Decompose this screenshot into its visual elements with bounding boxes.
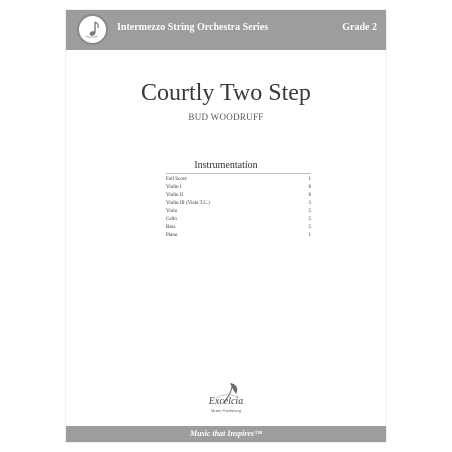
instrument-row	[166, 184, 311, 192]
instrument-part: Violin I	[166, 185, 182, 190]
instrument-part: Violin II	[166, 193, 184, 198]
instrument-row	[166, 224, 311, 232]
tagline: Music that Inspires™	[189, 429, 263, 438]
instrument-part: Viola	[166, 209, 177, 214]
instrumentation-heading: Instrumentation	[194, 160, 258, 171]
instrument-count: 5	[308, 225, 311, 230]
instrument-count: 5	[308, 209, 311, 214]
instrument-part: Cello	[166, 217, 177, 222]
publisher-logo	[186, 382, 266, 412]
instrument-row	[166, 208, 311, 216]
instrumentation-divider	[166, 173, 311, 174]
publisher-subtitle: Music Publishing	[210, 408, 241, 413]
instrument-count: 8	[308, 185, 311, 190]
instrument-row	[166, 216, 311, 224]
music-note-icon	[82, 19, 103, 40]
score-cover	[66, 10, 386, 442]
instrument-count: 8	[308, 193, 311, 198]
instrument-row	[166, 176, 311, 184]
series-logo	[77, 14, 108, 45]
instrument-count: 1	[308, 177, 311, 182]
instrument-row	[166, 200, 311, 208]
instrument-part: Full Score	[166, 177, 187, 182]
series-header-band	[66, 10, 386, 50]
instrument-count: 3	[308, 201, 311, 206]
publisher-name: Excelcia	[208, 396, 244, 407]
footer-band	[66, 426, 386, 442]
grade-level: Grade 2	[342, 22, 377, 33]
instrumentation-list	[166, 176, 311, 240]
series-name: Intermezzo String Orchestra Series	[117, 22, 269, 33]
instrument-part: Bass	[166, 225, 176, 230]
composer-name: BUD WOODRUFF	[188, 112, 264, 122]
piece-title: Courtly Two Step	[141, 80, 311, 106]
instrument-row	[166, 192, 311, 200]
instrument-count: 1	[308, 233, 311, 238]
instrument-part: Violin III (Viola T.C.)	[166, 201, 210, 206]
instrument-part: Piano	[166, 233, 178, 238]
instrument-count: 5	[308, 217, 311, 222]
instrument-row	[166, 232, 311, 240]
